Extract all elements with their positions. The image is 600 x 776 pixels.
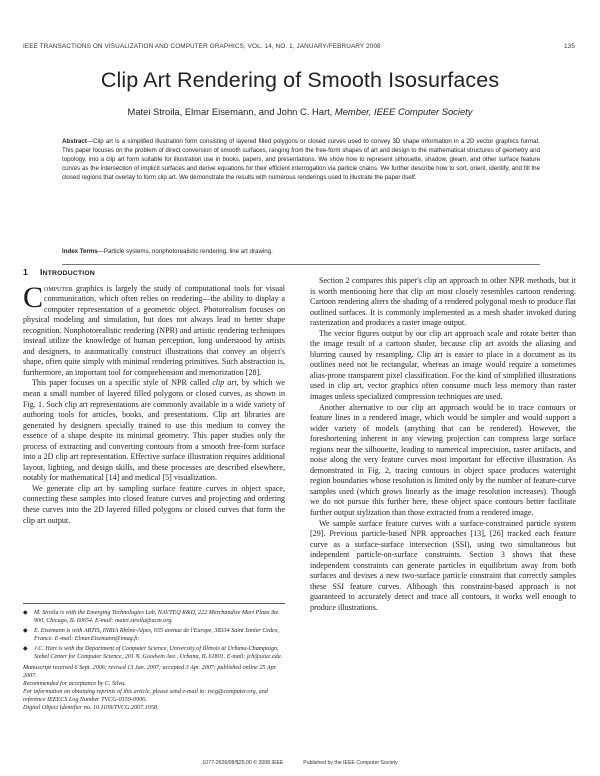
running-head xyxy=(23,43,575,53)
section-title-initial: I xyxy=(39,267,43,277)
abstract-divider xyxy=(62,264,540,265)
footnote-author-3 xyxy=(23,645,285,661)
footnotes xyxy=(23,609,285,712)
clip-art-term: clip art xyxy=(212,378,237,388)
author-affiliation: Member, IEEE Computer Society xyxy=(334,106,473,117)
abstract-label: Abstract xyxy=(62,138,87,145)
paper-title: Clip Art Rendering of Smooth Isosurfaces xyxy=(100,68,500,92)
right-paragraph-3: Another alternative to our clip art approach would be to trace contours or feature lines in a rendered image, which would be simpler and would support a wider variety of models (anything that can be rendered). However, the foreshortening inherent in any viewing projection can compress large surface regions near the silhouette, leading to numerical imprecision, raster artifacts, and noise along the very feature curves most important for effective illustration. As demonstrated in Fig. 2, tracing contours in object space produces watertight region boundaries whose resolution is limited only by the number of feature-curve samples used (which grows linearly as the image resolution increases). Though we do not pursue this further here, these object space contours better facilitate further output stylization than those extracted from a rendered image. xyxy=(310,402,576,518)
abstract-text: —Clip art is a simplified illustration form consisting of layered filled polygons or closed curves used to convey 3D shape information in a 2D vector graphics format. This paper focuses on the problem of direct conversion of smooth surfaces, ranging from the free-form shapes of art and design to the mathematical structures of geometry and topology, into a clip art form suitable for illustration use in books, papers, and presentations. We show how to represent silhouette, shadow, gleam, and other surface feature curves as the intersection of implicit surfaces and derive equations for their efficient interrogation via particle chains. We further describe how to sort, orient, identify, and fill the closed regions that overlay to form clip art. We demonstrate the results with numerous renderings used to illustrate the paper itself. xyxy=(62,138,540,182)
issn-copyright: 1077-2626/08/$25.00 © 2008 IEEE xyxy=(202,760,284,766)
section-title-rest: NTRODUCTION xyxy=(42,270,95,277)
footnote-author-2 xyxy=(23,627,285,643)
footnote-text: E. Eisemann is with ARTIS, INRIA Rhône-Alpes, 655 avenue de l'Europe, 38334 Saint Ismier Cedex, France. E-mail: Elmar.Eisemann@imag.fr. xyxy=(34,628,280,643)
reprints-info: For information on obtaining reprints of this article, please send e-mail to: tvcg@computer.org, and reference IEEECS Log Number TVCG-0159-0906. xyxy=(23,688,268,703)
intro-p2-end: , by which we mean a small number of layered filled polygons or closed curves, as shown in Fig. 1. Such clip art representations are commonly available in a wide variety of authoring tools for articles, books, and presentations. Clip art libraries are generated by designers specially trained to use this medium to convey the essence of a shape despite its minimal geometry. This paper studies only the process of extracting and converting contours from a smooth free-form surface into a 2D clip art representation. Effective surface illustration requires additional layout, lighting, and design skills, and these processes are described elsewhere, notably for mathematical [14] and medical [5] visualization. xyxy=(23,378,285,483)
right-paragraph-2: The vector figures output by our clip art approach scale and rotate better than the image result of a cartoon shader, because clip art avoids the aliasing and blurring caused by resampling. Clip art is easier to place in a document as its outlines need not be rectangular, whereas an image would require a sometimes alias-prone transparent pixel classification. For the kind of simplified illustrations used in clip art, vector graphics often consume much less memory than raster images unless specialized compression techniques are used. xyxy=(310,328,576,402)
bullet-icon: ◆ xyxy=(23,610,28,616)
bullet-icon: ◆ xyxy=(23,628,28,635)
index-terms-text: —Particle systems, nonphotorealistic rendering, line art drawing. xyxy=(97,248,273,255)
footnote-divider xyxy=(23,603,285,604)
author-names: Matei Stroila, Elmar Eisemann, and John C. Hart, xyxy=(127,106,333,117)
index-terms xyxy=(62,247,540,256)
drop-cap: C xyxy=(23,280,44,314)
right-paragraph-1: Section 2 compares this paper's clip art approach to other NPR methods, but it is worth mentioning here that clip art most closely resembles cartoon rendering. Cartoon rendering alters the shading of a rendered polygonal mesh to produce flat outlined surfaces. It is commonly implemented as a mesh shader invoked during rasterization and produces a raster image output. xyxy=(310,276,576,328)
journal-header: IEEE TRANSACTIONS ON VISUALIZATION AND COMPUTER GRAPHICS, VOL. 14, NO. 1, JANUARY/FEBRUARY 2008 xyxy=(23,43,381,50)
footnote-author-1 xyxy=(23,609,285,625)
manuscript-history: Manuscript received 6 Sept. 2006; revised 13 Jan. 2007; accepted 3 Apr. 2007; published online 25 Apr. 2007. xyxy=(23,664,277,679)
intro-paragraph-1 xyxy=(23,280,285,379)
intro-smallcaps: omputer xyxy=(44,283,73,293)
intro-p2-start: This paper focuses on a specific style of NPR called xyxy=(32,378,213,388)
page-footer xyxy=(0,760,600,766)
section-heading-introduction xyxy=(23,267,285,280)
footnote-text: J.C. Hart is with the Department of Computer Science, University of Illinois at Urbana-Champaign, Siebel Center for Computer Science, 201 N. Goodwin Ave., Urbana, IL 61801. E-mail: jch@uiuc.edu. xyxy=(34,646,283,661)
doi: Digital Object Identifier no. 10.1109/TVCG.2007.1058. xyxy=(23,705,159,712)
author-line xyxy=(0,106,600,117)
right-column xyxy=(310,276,576,614)
index-terms-label: Index Terms xyxy=(62,248,98,255)
recommended-by: Recommended for acceptance by C. Silva. xyxy=(23,680,126,687)
page-number: 135 xyxy=(564,43,575,50)
section-number: 1 xyxy=(23,267,28,277)
bullet-icon: ◆ xyxy=(23,646,28,653)
footnote-text: M. Stroila is with the Emerging Technologies Lab, NAVTEQ R&D, 222 Merchandise Mart Plaza Ste. 900, Chicago, IL 60654. E-mail: matei.stroila@acm.org. xyxy=(34,610,280,625)
intro-paragraph-3: We generate clip art by sampling surface feature curves in object space, connecting these samples into closed feature curves and projecting and ordering these curves into the 2D layered filled polygons or closed curves that form the clip art output. xyxy=(23,483,285,525)
right-paragraph-4: We sample surface feature curves with a surface-constrained particle system [29]. Previous particle-based NPR approaches [13], [26] tracked each feature curve as a surface-surface intersection (SSI), using two simultaneous but independent particle-on-surface constraints. Section 3 shows that these independent constraints can generate particles in equilibrium away from both surfaces and devises a new two-surface particle constraint that correctly samples these SSI feature curves. Although this constraint-based approach is not guaranteed to accurately detect and trace all contours, it works well enough to produce illustrations. xyxy=(310,518,576,612)
publisher-line: Published by the IEEE Computer Society xyxy=(303,760,398,766)
intro-p1-text: graphics is largely the study of computational tools for visual communication, which often relies on rendering—the ability to display a computer representation of a geometric object. Photorealism focuses on physical modeling and simulation, but does not always lead to better shape recognition. Nonphotorealistic rendering (NPR) and artistic rendering techniques instead utilize the knowledge of human perception, long understood by artists and designers, to automatically construct illustrations that convey an object's shape, often quite simply with minimal rendering primitives. Such abstraction is, furthermore, an important tool for comprehension and memorization [28]. xyxy=(23,283,285,377)
left-column xyxy=(23,267,285,526)
intro-paragraph-2 xyxy=(23,378,285,483)
abstract xyxy=(62,137,540,182)
